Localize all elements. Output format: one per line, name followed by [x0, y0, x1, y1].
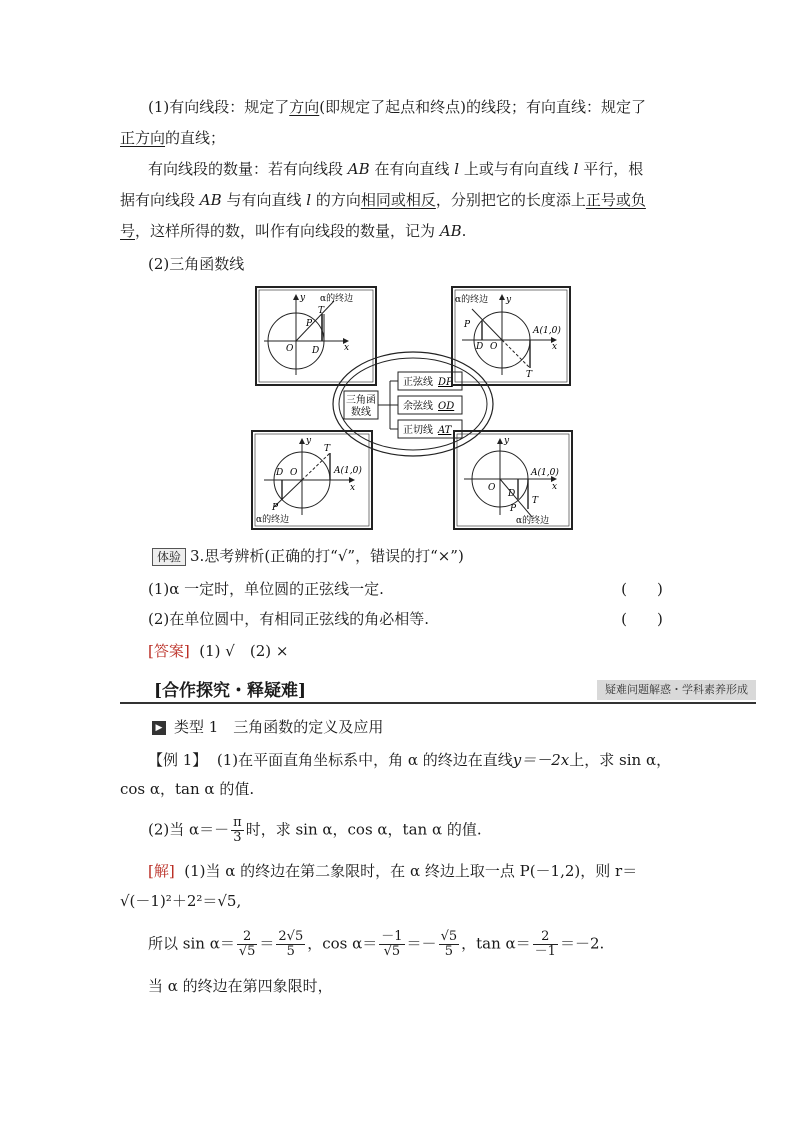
- svg-text:D: D: [276, 468, 284, 478]
- text: (即规定了起点和终点)的线段；有向直线：规定了: [319, 98, 646, 116]
- svg-text:P: P: [272, 503, 279, 513]
- svg-text:α的终边: α的终边: [256, 515, 290, 525]
- svg-text:T: T: [324, 444, 331, 454]
- example-1-line-2: cos α，tan α 的值.: [120, 780, 255, 798]
- svg-text:O: O: [290, 468, 298, 478]
- svg-text:y: y: [504, 436, 510, 446]
- statement-1: (1)α 一定时，单位圆的正弦线一定.: [148, 580, 384, 598]
- svg-text:y: y: [506, 295, 512, 305]
- sine-line-label: 正弦线: [403, 377, 433, 388]
- panel-quadrant-3: [252, 431, 372, 529]
- text: 有向线段的数量：若有向线段: [148, 160, 344, 178]
- answer-blank-2: ( ): [621, 610, 663, 628]
- section-header: [120, 676, 756, 704]
- center-label-2: 数线: [351, 407, 371, 418]
- svg-text:O: O: [488, 483, 496, 493]
- center-label-1: 三角函: [346, 395, 376, 406]
- text: (2)当 α＝－: [148, 820, 230, 839]
- section-tag: 疑难问题解惑・学科素养形成: [597, 680, 756, 700]
- svg-text:P: P: [464, 320, 471, 330]
- text: 与有向直线: [226, 191, 302, 209]
- text: 上，求 sin α，: [569, 751, 672, 769]
- svg-text:D: D: [312, 346, 320, 356]
- sine-line-symbol: DP: [438, 377, 453, 388]
- underlined-term: 号: [120, 222, 136, 240]
- svg-text:D: D: [508, 489, 516, 499]
- statement-2: (2)在单位圆中，有相同正弦线的角必相等.: [148, 610, 430, 628]
- text: 据有向线段: [120, 191, 196, 209]
- text: 的方向: [315, 191, 361, 209]
- answer-blank-1: ( ): [621, 580, 663, 598]
- text: 在有向直线: [374, 160, 450, 178]
- text: 3.思考辨析(正确的打“√”，错误的打“×”): [190, 547, 464, 565]
- svg-text:x: x: [552, 482, 558, 492]
- underlined-term: 正号或负: [585, 191, 646, 209]
- text: 的直线；: [165, 129, 226, 147]
- svg-text:α的终边: α的终边: [455, 295, 489, 305]
- tangent-line-symbol: AT: [438, 425, 452, 436]
- math-ab: AB: [439, 222, 462, 240]
- svg-text:O: O: [490, 342, 498, 352]
- math-ab: AB: [347, 160, 370, 178]
- svg-text:T: T: [532, 496, 539, 506]
- quantity-line-2: [120, 189, 680, 211]
- equation: y＝－2x: [512, 751, 570, 769]
- cosine-line-label: 余弦线: [403, 401, 433, 412]
- svg-text:α的终边: α的终边: [516, 516, 550, 526]
- text: ，分别把它的长度添上: [435, 191, 586, 209]
- svg-text:x: x: [552, 342, 558, 352]
- math-ab: AB: [199, 191, 222, 209]
- text: (1)有向线段：规定了: [148, 98, 290, 116]
- svg-text:α的终边: α的终边: [320, 294, 354, 304]
- definition-line-2: [120, 127, 680, 149]
- svg-text:T: T: [318, 306, 325, 316]
- solution-line-2: √(－1)²＋2²＝√5,: [120, 892, 242, 910]
- solution-label: [解]: [148, 862, 175, 880]
- answer-text: (1) √ (2) ×: [199, 642, 289, 660]
- definition-line-1: [148, 96, 708, 118]
- exercise-prompt: [152, 545, 712, 567]
- type-heading: [152, 716, 712, 738]
- underlined-term: 方向: [289, 98, 320, 116]
- svg-text:x: x: [350, 483, 356, 493]
- text: .: [461, 222, 467, 240]
- svg-text:A(1,0): A(1,0): [533, 326, 561, 336]
- panel-quadrant-4: [454, 431, 572, 529]
- type-title: 类型 1 三角函数的定义及应用: [174, 718, 384, 736]
- trig-lines-diagram: [250, 283, 576, 533]
- svg-text:y: y: [306, 436, 312, 446]
- answer-label: [答案]: [148, 642, 190, 660]
- play-triangle-icon: ▶: [152, 721, 166, 735]
- tangent-line-label: 正切线: [403, 425, 433, 436]
- underlined-term: 正方向: [120, 129, 166, 147]
- underlined-term: 相同或相反: [360, 191, 436, 209]
- example-1-line-1: [148, 749, 708, 771]
- svg-text:y: y: [300, 293, 306, 303]
- math-l: l: [306, 191, 312, 209]
- solution-line-4: 当 α 的终边在第四象限时，: [148, 977, 333, 995]
- quantity-line-3: [120, 220, 680, 242]
- fraction-pi-3: $\frac{\pi}{3}$: [233, 815, 242, 845]
- text: 时，求 sin α，cos α，tan α 的值.: [245, 820, 482, 839]
- math-l: l: [454, 160, 460, 178]
- svg-text:T: T: [526, 370, 533, 380]
- text: (1)当 α 的终边在第二象限时，在 α 终边上取一点 P(－1,2)，则 r＝: [184, 862, 638, 880]
- svg-text:P: P: [306, 319, 313, 329]
- text: (1)在平面直角坐标系中，角 α 的终边在直线: [216, 751, 513, 769]
- svg-text:A(1,0): A(1,0): [334, 466, 362, 476]
- quantity-line-1: [148, 158, 708, 180]
- answer-line: [148, 640, 708, 662]
- tiyan-tag: 体验: [152, 548, 186, 566]
- svg-text:D: D: [476, 342, 484, 352]
- cosine-line-symbol: OD: [438, 401, 455, 412]
- text: 平行，根: [583, 160, 644, 178]
- svg-text:A(1,0): A(1,0): [531, 468, 559, 478]
- example-label: 【例 1】: [148, 751, 208, 769]
- math-l: l: [573, 160, 579, 178]
- svg-text:P: P: [510, 504, 517, 514]
- svg-text:x: x: [344, 343, 350, 353]
- solution-line-3: 所以 sin α＝ $\frac{2}{√5}$ ＝ $\frac{2√5}{5}$ ，cos α＝ $\frac{-1}{√5}$ ＝－ $\frac{√5}{5}$ ，tan α＝ $\frac{2}{-1}$ ＝－2.: [148, 929, 605, 959]
- text: ，这样所得的数，叫作有向线段的数量，记为: [135, 222, 436, 240]
- subheading-trig-lines: (2)三角函数线: [148, 255, 245, 273]
- example-1-line-3: [148, 816, 708, 845]
- svg-text:O: O: [286, 344, 294, 354]
- section-title: [合作探究・释疑难]: [154, 681, 307, 701]
- solution-line-1: [148, 860, 708, 882]
- text: 上或与有向直线: [463, 160, 569, 178]
